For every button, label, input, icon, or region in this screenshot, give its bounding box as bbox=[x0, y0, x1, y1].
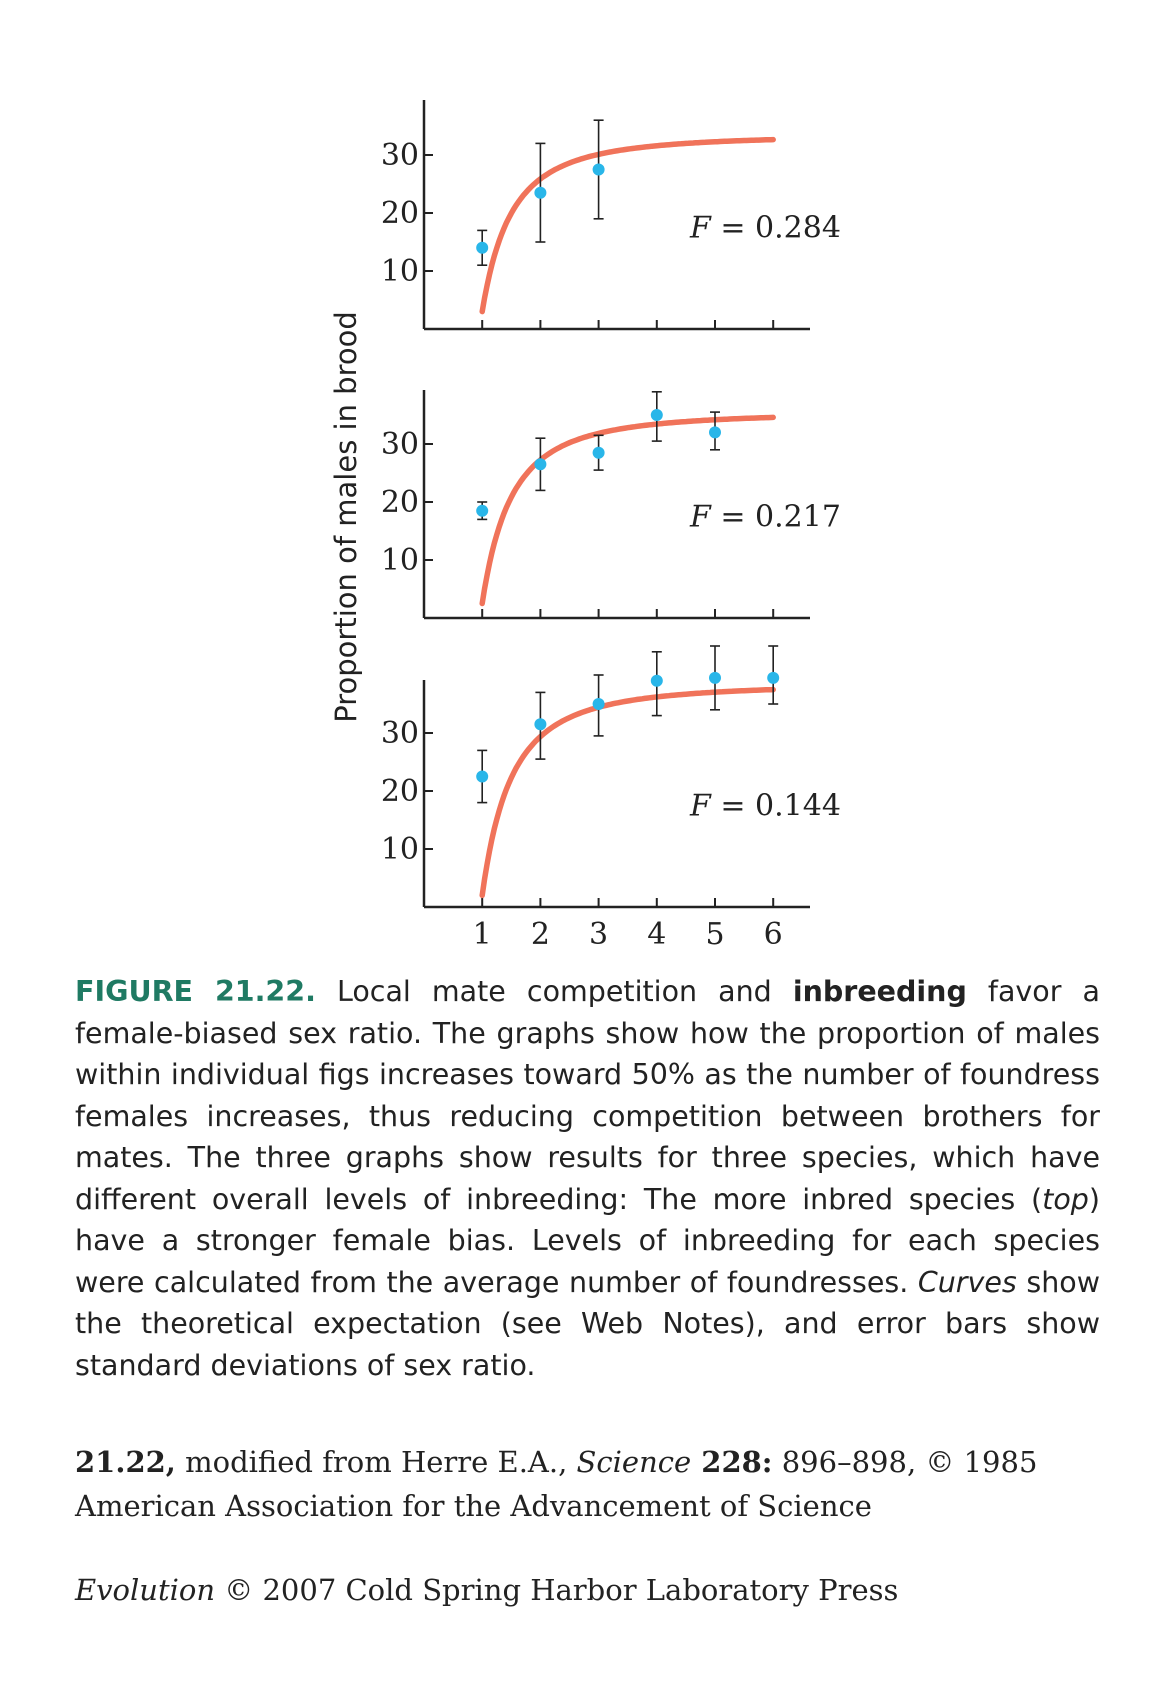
publisher-text: © 2007 Cold Spring Harbor Laboratory Press bbox=[215, 1573, 899, 1607]
y-tick-label: 10 bbox=[380, 832, 419, 867]
book-title: Evolution bbox=[75, 1573, 216, 1607]
data-point bbox=[476, 505, 488, 517]
inbreeding-annotation bbox=[689, 211, 841, 246]
inbreeding-annotation bbox=[689, 500, 841, 535]
data-point bbox=[534, 458, 546, 470]
annotation-variable: F bbox=[690, 499, 711, 535]
y-tick-label: 20 bbox=[380, 485, 419, 520]
x-tick-label: 1 bbox=[472, 917, 492, 952]
caption-text: show the theoretical expectation (see Web Notes), and error bars show standard deviations of sex ratio. bbox=[75, 1265, 1100, 1382]
x-tick-label: 5 bbox=[705, 917, 725, 952]
figure-caption bbox=[75, 971, 1100, 1386]
data-point bbox=[476, 771, 488, 783]
y-tick-label: 30 bbox=[380, 427, 419, 462]
annotation-value: = 0.144 bbox=[710, 788, 841, 824]
y-tick-label: 10 bbox=[380, 543, 419, 578]
x-tick-label: 3 bbox=[589, 917, 609, 952]
data-point bbox=[534, 718, 546, 730]
data-point bbox=[651, 409, 663, 421]
credit-volume: 228: bbox=[691, 1445, 773, 1479]
y-tick-label: 10 bbox=[380, 254, 419, 289]
caption-text: Local mate competition and bbox=[315, 975, 793, 1008]
source-credit bbox=[75, 1440, 1100, 1528]
annotation-value: = 0.284 bbox=[710, 210, 841, 246]
y-tick-label: 30 bbox=[380, 138, 419, 173]
caption-bold-term: inbreeding bbox=[792, 975, 967, 1008]
chart-panel-bottom bbox=[381, 646, 841, 952]
x-tick-label: 6 bbox=[763, 917, 783, 952]
data-point bbox=[534, 187, 546, 199]
credit-text: 896–898, © 1985 American Association for the Advancement of Science bbox=[75, 1445, 1038, 1523]
data-point bbox=[593, 447, 605, 459]
figure-label: FIGURE 21.22. bbox=[75, 975, 316, 1008]
data-point bbox=[767, 672, 779, 684]
x-tick-label: 4 bbox=[647, 917, 667, 952]
annotation-value: = 0.217 bbox=[710, 499, 841, 535]
caption-italic-term: top bbox=[1042, 1182, 1089, 1216]
caption-italic-term: Curves bbox=[917, 1265, 1017, 1299]
y-tick-label: 20 bbox=[380, 774, 419, 809]
data-point bbox=[651, 675, 663, 687]
caption-text: ) have a stronger female bias. Levels of inbreeding for each species were calculated from the average number of foundresses. bbox=[75, 1182, 1100, 1299]
credit-number: 21.22, bbox=[75, 1445, 176, 1479]
chart-panel-middle bbox=[381, 390, 841, 618]
data-point bbox=[593, 698, 605, 710]
data-point bbox=[709, 672, 721, 684]
caption-text: favor a female-biased sex ratio. The graphs show how the proportion of males within individual figs increases toward 50% as the number of foundress females increases, thus reducing competition between brothers for mates. The three graphs show results for three species, which have different overall levels of inbreeding: The more inbred species ( bbox=[75, 975, 1100, 1216]
data-point bbox=[476, 242, 488, 254]
y-tick-label: 30 bbox=[380, 716, 419, 751]
credit-journal: Science bbox=[576, 1445, 692, 1479]
annotation-variable: F bbox=[690, 210, 711, 246]
y-axis-label: Proportion of males in brood bbox=[329, 311, 363, 723]
data-point bbox=[593, 164, 605, 176]
y-tick-label: 20 bbox=[380, 196, 419, 231]
credit-text: modified from Herre E.A., bbox=[175, 1445, 577, 1479]
data-point bbox=[709, 426, 721, 438]
x-tick-label: 2 bbox=[530, 917, 550, 952]
annotation-variable: F bbox=[690, 788, 711, 824]
publisher-line bbox=[75, 1568, 1100, 1612]
inbreeding-annotation bbox=[689, 789, 841, 824]
chart-panel-top bbox=[381, 100, 841, 329]
